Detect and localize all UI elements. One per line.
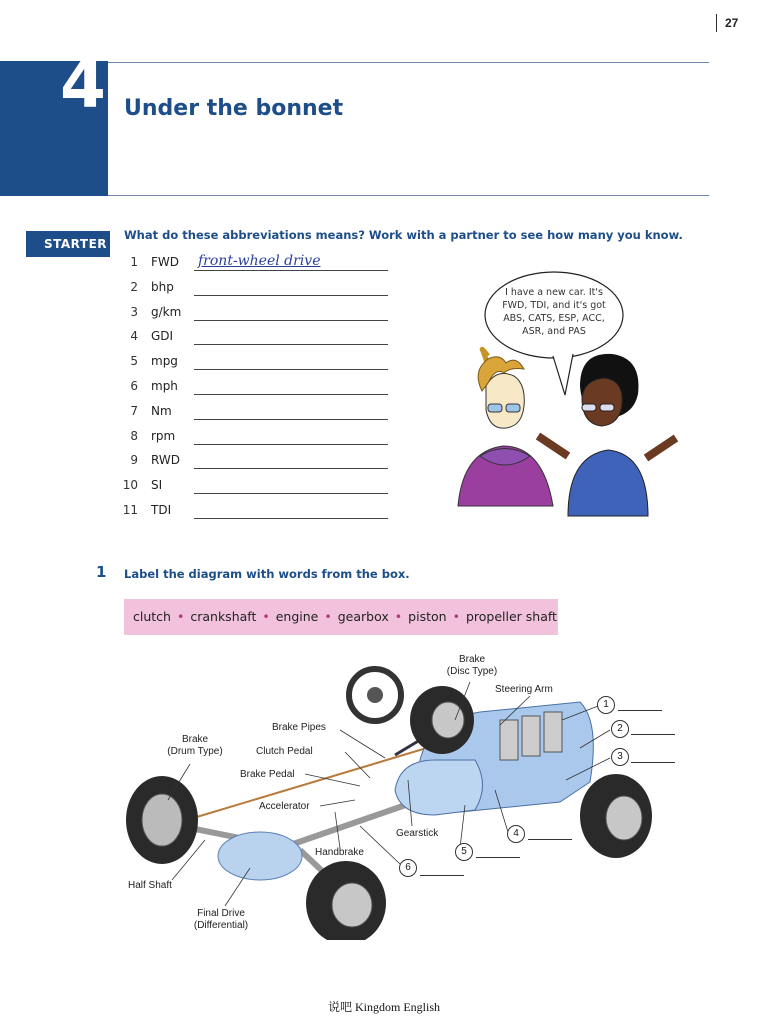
- label-handbrake: Handbrake: [315, 847, 364, 858]
- label-brake-pedal: Brake Pedal: [240, 769, 295, 780]
- abbreviation: GDI: [151, 329, 174, 344]
- label-final-drive: Final Drive (Differential): [193, 908, 249, 931]
- wheel-front-right: [580, 774, 652, 858]
- word-separator: •: [452, 609, 460, 624]
- car-drivetrain-illustration: [0, 640, 768, 940]
- callout-2: 2: [611, 720, 629, 738]
- woman-left: [458, 349, 553, 506]
- answer-blank-3[interactable]: [631, 762, 675, 763]
- abbreviation-row: [118, 280, 398, 300]
- label-brake-disc: Brake (Disc Type): [446, 654, 498, 677]
- label-gearstick: Gearstick: [396, 828, 439, 839]
- word-option: engine: [275, 609, 319, 624]
- exercise-number: 1: [96, 563, 107, 581]
- answer-line[interactable]: [194, 468, 388, 469]
- callout-5: 5: [455, 843, 473, 861]
- header-rule-bottom: [108, 195, 709, 196]
- answer-line[interactable]: [194, 394, 388, 395]
- abbreviation: mph: [151, 379, 178, 393]
- abbreviation-row: [118, 379, 398, 399]
- word-separator: •: [262, 609, 270, 624]
- item-number: 5: [130, 354, 138, 369]
- word-separator: •: [394, 609, 403, 624]
- answer-blank-1[interactable]: [618, 710, 662, 711]
- word-option: propeller shaft: [465, 609, 557, 624]
- item-number: 6: [130, 379, 138, 393]
- word-option: gearbox: [337, 609, 389, 624]
- label-brake-pipes: Brake Pipes: [272, 722, 326, 733]
- callout-1: 1: [597, 696, 615, 714]
- answer-line[interactable]: [194, 369, 388, 370]
- item-number: 4: [130, 329, 138, 344]
- starter-label: STARTER: [26, 231, 110, 257]
- answer-text: front-wheel drive: [198, 253, 321, 269]
- answer-line[interactable]: [194, 493, 388, 494]
- answer-blank-5[interactable]: [476, 857, 520, 858]
- word-box: [124, 599, 558, 635]
- word-separator: •: [176, 609, 185, 624]
- abbreviation-row: [118, 329, 398, 349]
- answer-line[interactable]: [194, 444, 388, 445]
- speech-text: I have a new car. It's FWD, TDI, and it's got ABS, CATS, ESP, ACC, ASR, and PAS: [502, 287, 606, 337]
- word-option: clutch: [133, 609, 171, 624]
- abbreviation: bhp: [151, 279, 174, 294]
- car-diagram: [0, 640, 768, 940]
- answer-line[interactable]: [194, 295, 388, 296]
- answer-blank-6[interactable]: [420, 875, 464, 876]
- woman-right: [538, 354, 676, 516]
- answer-line[interactable]: [194, 320, 388, 321]
- callout-4: 4: [507, 825, 525, 843]
- abbreviation: Nm: [151, 403, 172, 418]
- page-number: 27: [716, 14, 738, 32]
- footer-credit: 说吧 Kingdom English: [327, 1000, 440, 1014]
- item-number: 2: [130, 279, 138, 294]
- wheel-rear-right: [306, 861, 386, 940]
- abbreviation: mpg: [151, 354, 178, 369]
- abbreviation: g/km: [151, 304, 182, 319]
- wheel-rear-left: [126, 776, 198, 864]
- word-option: crankshaft: [190, 609, 257, 624]
- abbreviation: rpm: [151, 428, 176, 443]
- unit-title: Under the bonnet: [124, 96, 344, 121]
- callout-3: 3: [611, 748, 629, 766]
- abbreviation-row: [118, 305, 398, 325]
- item-number: 1: [130, 255, 138, 269]
- answer-blank-4[interactable]: [528, 839, 572, 840]
- item-number: 8: [130, 428, 138, 443]
- abbreviation-row: [118, 255, 398, 275]
- abbreviation: RWD: [151, 453, 180, 468]
- abbreviation-row: [118, 404, 398, 424]
- cartoon-illustration: [448, 346, 688, 526]
- label-accelerator: Accelerator: [259, 801, 310, 812]
- abbreviation: TDI: [151, 503, 172, 517]
- abbreviation-row: [118, 354, 398, 374]
- starter-instruction: What do these abbreviations means? Work with a partner to see how many you know.: [124, 228, 683, 242]
- label-steering-arm: Steering Arm: [495, 684, 553, 695]
- header-rule-top: [108, 62, 709, 63]
- answer-line[interactable]: [194, 419, 388, 420]
- word-option: piston: [408, 609, 447, 624]
- abbreviation-row: [118, 429, 398, 449]
- label-clutch-pedal: Clutch Pedal: [256, 746, 313, 757]
- abbreviation-row: [118, 478, 398, 498]
- item-number: 11: [122, 503, 138, 517]
- answer-line[interactable]: [194, 270, 388, 271]
- answer-line[interactable]: [194, 518, 388, 519]
- item-number: 9: [130, 453, 138, 468]
- callout-6: 6: [399, 859, 417, 877]
- label-half-shaft: Half Shaft: [128, 880, 172, 891]
- label-brake-drum: Brake (Drum Type): [167, 734, 223, 757]
- abbreviation: FWD: [151, 255, 180, 269]
- exercise-instruction: Label the diagram with words from the box.: [124, 567, 410, 581]
- abbreviation-row: [118, 453, 398, 473]
- unit-number: 4: [60, 46, 106, 123]
- answer-line[interactable]: [194, 344, 388, 345]
- word-separator: •: [324, 609, 332, 624]
- abbreviation-row: [118, 503, 398, 523]
- answer-blank-2[interactable]: [631, 734, 675, 735]
- item-number: 3: [130, 304, 138, 319]
- item-number: 7: [130, 403, 138, 418]
- abbreviation: SI: [151, 478, 163, 493]
- item-number: 10: [122, 478, 138, 493]
